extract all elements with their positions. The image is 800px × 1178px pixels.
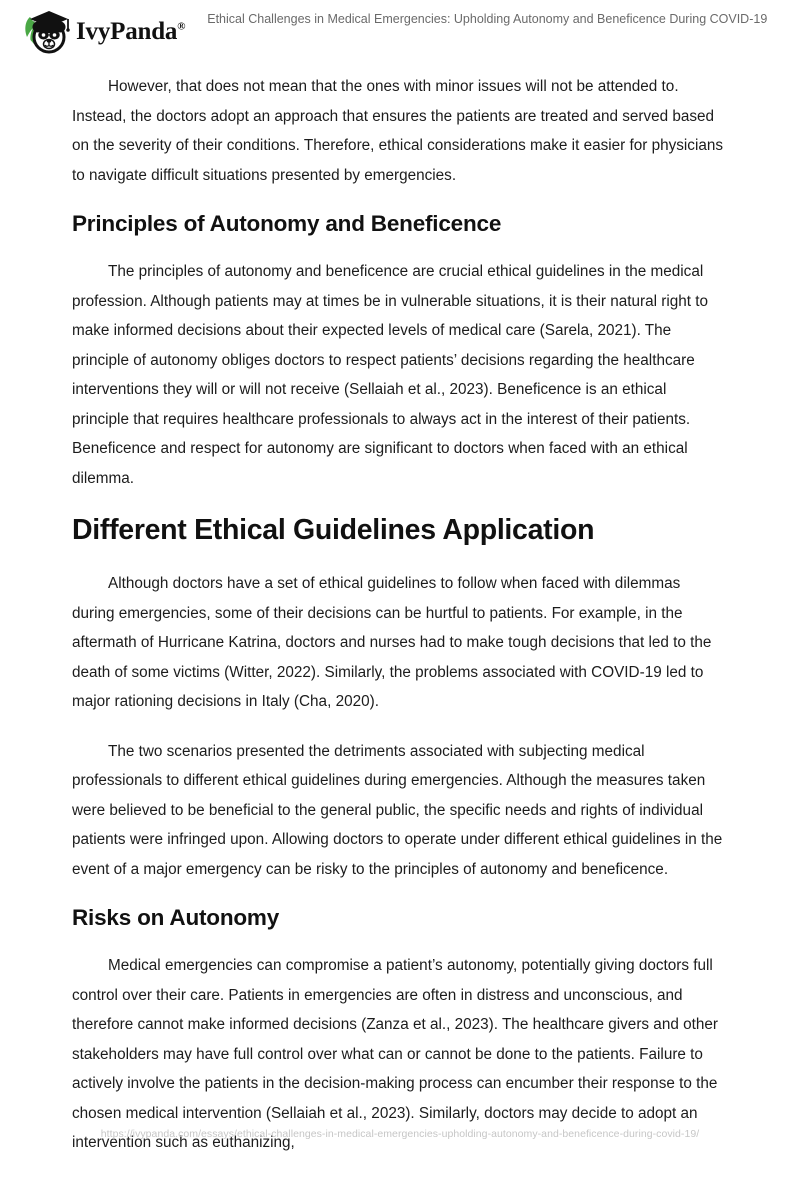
page-footer (0, 1124, 800, 1142)
panda-graduate-logo-icon (16, 6, 70, 56)
section-heading: Principles of Autonomy and Beneficence (72, 211, 502, 236)
body-paragraph: However, that does not mean that the ones with minor issues will not be attended to. Instead, the doctors adopt an approach that ensures the patients are treated and served based on the severity of their conditions. Therefore, ethical considerations make it easier for physicians to navigate difficult situations presented by emergencies. (72, 78, 724, 184)
brand-name: IvyPanda® (76, 17, 186, 45)
article-body (72, 72, 725, 1178)
section-heading: Risks on Autonomy (72, 905, 280, 931)
body-paragraph: Although doctors have a set of ethical guidelines to follow when faced with dilemmas during emergencies, some of their decisions can be hurtful to patients. For example, in the aftermath of Hurricane Katrina, doctors and nurses had to make tough decisions that led to the death of some victims (Witter, 2022). Similarly, the problems associated with COVID-19 led to major rationing decisions in Italy (Cha, 2020). (72, 575, 712, 711)
document-title: Ethical Challenges in Medical Emergencies: Upholding Autonomy and Beneficence During COVID-19 (207, 12, 768, 26)
body-paragraph: The two scenarios presented the detriments associated with subjecting medical professionals to different ethical guidelines during emergencies. Although the measures taken were believed to be beneficial to the general public, the specific needs and rights of individual patients were infringed upon. Allowing doctors to operate under different ethical guidelines in the event of a major emergency can be risky to the principles of autonomy and beneficence. (72, 742, 723, 878)
page-header (0, 0, 800, 62)
section-heading: Different Ethical Guidelines Application (72, 514, 595, 546)
body-paragraph: The principles of autonomy and beneficence are crucial ethical guidelines in the medical profession. Although patients may at times be in vulnerable situations, it is their natural right to make informed decisions about their expected levels of medical care (Sarela, 2021). The principle of autonomy obliges doctors to respect patients’ decisions regarding the healthcare interventions they will or will not receive (Sellaiah et al., 2023). Beneficence is an ethical principle that requires healthcare professionals to always act in the interest of their patients. Beneficence and respect for autonomy are significant to doctors when faced with an ethical dilemma. (72, 263, 709, 487)
body-paragraph: Medical emergencies can compromise a patient’s autonomy, potentially giving doctors full control over their care. Patients in emergencies are often in distress and unconscious, and therefore cannot make informed decisions (Zanza et al., 2023). The healthcare givers and other stakeholders may have full control over what can or cannot be done to the patients. Failure to actively involve the patients in the decision-making process can encumber their response to the chosen medical intervention (Sellaiah et al., 2023). Similarly, doctors may decide to adopt an intervention such as euthanizing, (72, 957, 718, 1152)
registered-trademark-icon: ® (177, 20, 186, 33)
source-url-link[interactable]: https://ivypanda.com/essays/ethical-challenges-in-medical-emergencies-upholding-autonomy-and-beneficence-during-covid-19/ (100, 1128, 700, 1140)
brand-logo[interactable] (0, 0, 185, 56)
